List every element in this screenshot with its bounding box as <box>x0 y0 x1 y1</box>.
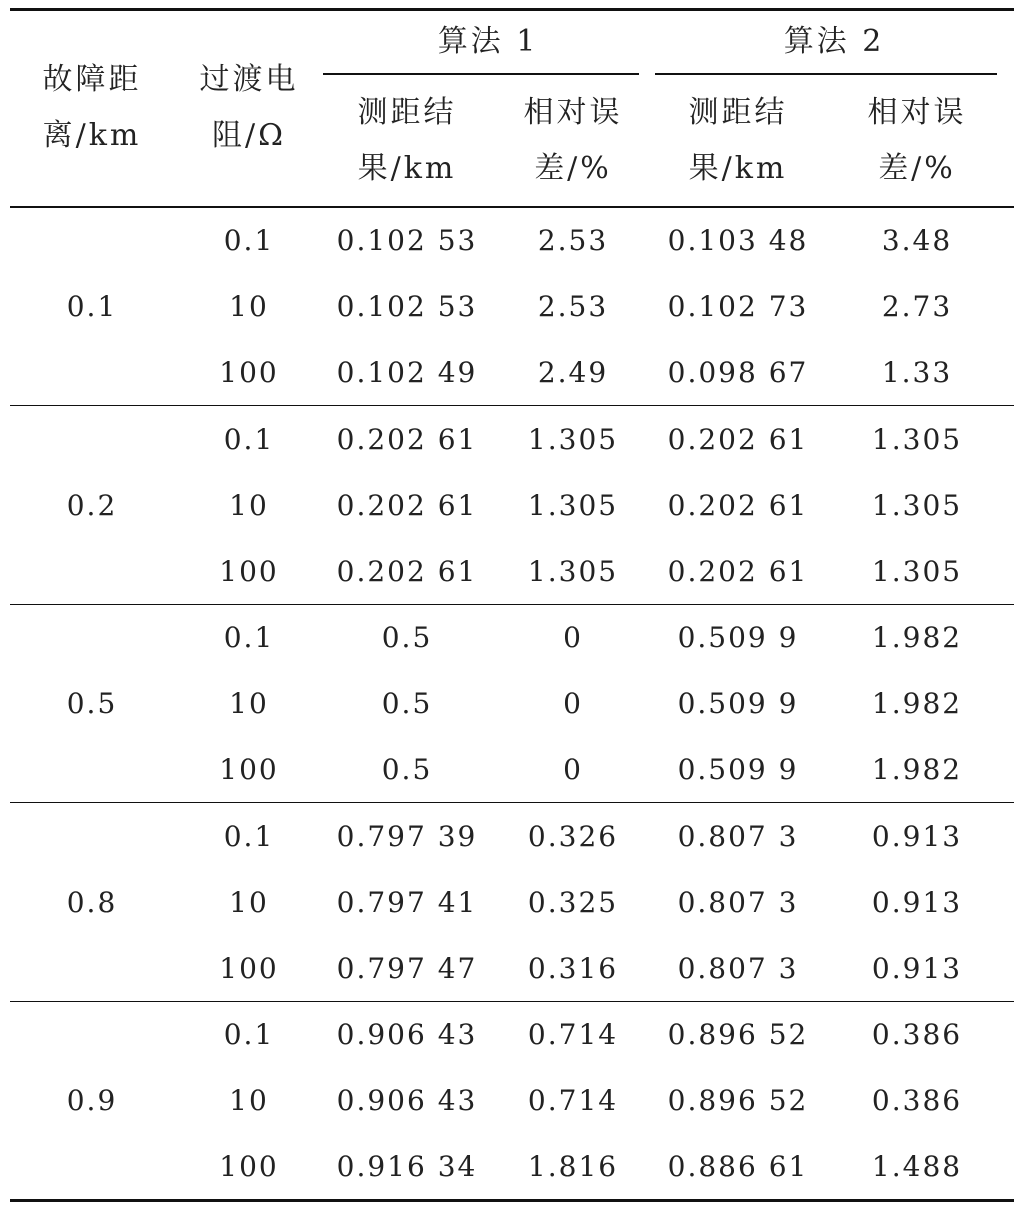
cell-alg1-result: 0.202 61 <box>336 554 478 588</box>
cell-alg2-error: 1.33 <box>881 356 953 389</box>
cell-alg2-error: 2.73 <box>881 290 953 323</box>
header-algorithm-1 <box>438 14 539 70</box>
cell-fault-distance: 0.5 <box>66 687 118 720</box>
cell-alg2-result: 0.896 52 <box>667 1018 809 1051</box>
cell-alg1-result: 0.202 61 <box>336 422 478 456</box>
cell-resistance: 10 <box>229 1084 269 1117</box>
group-divider <box>10 802 1014 803</box>
cell-alg1-error: 0.714 <box>527 1084 619 1117</box>
alg2-underline <box>655 73 997 75</box>
cell-resistance: 0.1 <box>223 621 275 654</box>
header-alg2-error <box>868 85 967 197</box>
cell-alg1-error: 2.53 <box>537 290 609 323</box>
cell-alg2-result: 0.509 9 <box>677 687 799 720</box>
alg1-underline <box>323 73 639 75</box>
cell-alg2-error: 0.386 <box>871 1018 963 1051</box>
cell-alg2-result: 0.807 3 <box>677 819 799 853</box>
top-rule <box>10 8 1014 11</box>
cell-alg1-error: 2.49 <box>537 356 609 389</box>
cell-resistance: 100 <box>219 1150 279 1183</box>
header-line: 果/km <box>688 151 788 186</box>
cell-alg2-result: 0.509 9 <box>677 621 799 654</box>
cell-alg2-error: 1.982 <box>871 753 963 786</box>
header-line: 相对误 <box>867 95 967 130</box>
cell-alg1-result: 0.797 39 <box>336 819 478 853</box>
cell-alg1-result: 0.5 <box>381 753 433 786</box>
cell-alg1-error: 1.816 <box>527 1150 619 1183</box>
header-bottom-rule <box>10 206 1014 208</box>
group-divider <box>10 1001 1014 1002</box>
cell-alg1-error: 1.305 <box>527 422 619 456</box>
header-line: 故障距 <box>42 62 142 97</box>
cell-resistance: 100 <box>219 554 279 588</box>
cell-resistance: 0.1 <box>223 1018 275 1051</box>
cell-alg1-error: 0 <box>563 687 583 720</box>
cell-resistance: 10 <box>229 290 269 323</box>
header-line: 差/% <box>534 151 612 186</box>
cell-alg2-error: 1.982 <box>871 687 963 720</box>
cell-alg2-result: 0.202 61 <box>667 422 809 456</box>
header-line: 过渡电 <box>199 62 299 97</box>
cell-fault-distance: 0.9 <box>66 1084 118 1117</box>
cell-alg1-result: 0.202 61 <box>336 488 478 522</box>
cell-resistance: 100 <box>219 951 279 985</box>
header-line: 果/km <box>357 151 457 186</box>
header-fault-distance <box>43 52 142 164</box>
header-alg1-result <box>358 85 457 197</box>
cell-resistance: 0.1 <box>223 224 275 257</box>
header-line: 测距结 <box>688 95 788 130</box>
cell-alg1-error: 1.305 <box>527 488 619 522</box>
cell-alg2-error: 1.305 <box>871 488 963 522</box>
cell-alg1-result: 0.916 34 <box>336 1150 478 1183</box>
header-line: 差/% <box>878 151 956 186</box>
cell-resistance: 10 <box>229 687 269 720</box>
cell-alg2-result: 0.103 48 <box>667 224 809 257</box>
cell-alg2-error: 1.982 <box>871 621 963 654</box>
cell-alg2-result: 0.098 67 <box>667 356 809 389</box>
cell-alg2-error: 0.913 <box>871 951 963 985</box>
cell-resistance: 100 <box>219 356 279 389</box>
cell-alg2-result: 0.102 73 <box>667 290 809 323</box>
header-transition-resistance <box>200 52 299 164</box>
group-divider <box>10 405 1014 406</box>
cell-alg2-error: 0.913 <box>871 885 963 919</box>
header-line: 离/km <box>42 118 142 153</box>
cell-alg1-error: 0.714 <box>527 1018 619 1051</box>
cell-alg2-error: 3.48 <box>881 224 953 257</box>
cell-alg2-error: 0.913 <box>871 819 963 853</box>
cell-alg2-result: 0.202 61 <box>667 488 809 522</box>
cell-alg2-error: 1.305 <box>871 554 963 588</box>
cell-fault-distance: 0.2 <box>66 488 118 522</box>
cell-alg1-error: 0 <box>563 621 583 654</box>
cell-alg1-result: 0.102 53 <box>336 290 478 323</box>
cell-resistance: 0.1 <box>223 422 275 456</box>
cell-alg1-result: 0.797 47 <box>336 951 478 985</box>
header-line: 算法 1 <box>437 24 539 59</box>
cell-alg2-error: 1.305 <box>871 422 963 456</box>
group-divider <box>10 604 1014 605</box>
cell-alg1-error: 0.316 <box>527 951 619 985</box>
header-line: 测距结 <box>357 95 457 130</box>
cell-alg1-error: 0 <box>563 753 583 786</box>
cell-alg1-result: 0.906 43 <box>336 1018 478 1051</box>
cell-resistance: 0.1 <box>223 819 275 853</box>
cell-alg2-result: 0.509 9 <box>677 753 799 786</box>
cell-alg1-result: 0.102 49 <box>336 356 478 389</box>
header-line: 相对误 <box>523 95 623 130</box>
cell-resistance: 10 <box>229 885 269 919</box>
header-line: 算法 2 <box>783 24 885 59</box>
cell-alg2-result: 0.807 3 <box>677 885 799 919</box>
cell-alg1-result: 0.797 41 <box>336 885 478 919</box>
cell-alg1-error: 2.53 <box>537 224 609 257</box>
cell-alg2-result: 0.886 61 <box>667 1150 809 1183</box>
cell-fault-distance: 0.1 <box>66 290 118 323</box>
cell-alg1-result: 0.5 <box>381 621 433 654</box>
cell-alg1-error: 1.305 <box>527 554 619 588</box>
cell-alg1-error: 0.326 <box>527 819 619 853</box>
header-alg1-error <box>524 85 623 197</box>
header-alg2-result <box>689 85 788 197</box>
cell-alg1-error: 0.325 <box>527 885 619 919</box>
cell-alg2-result: 0.202 61 <box>667 554 809 588</box>
cell-alg1-result: 0.5 <box>381 687 433 720</box>
cell-alg2-result: 0.807 3 <box>677 951 799 985</box>
header-algorithm-2 <box>784 14 885 70</box>
cell-alg1-result: 0.102 53 <box>336 224 478 257</box>
bottom-rule <box>10 1199 1014 1202</box>
cell-resistance: 10 <box>229 488 269 522</box>
cell-alg2-error: 0.386 <box>871 1084 963 1117</box>
cell-alg2-error: 1.488 <box>871 1150 963 1183</box>
cell-alg1-result: 0.906 43 <box>336 1084 478 1117</box>
header-line: 阻/Ω <box>212 118 286 153</box>
cell-alg2-result: 0.896 52 <box>667 1084 809 1117</box>
cell-resistance: 100 <box>219 753 279 786</box>
cell-fault-distance: 0.8 <box>66 885 118 919</box>
